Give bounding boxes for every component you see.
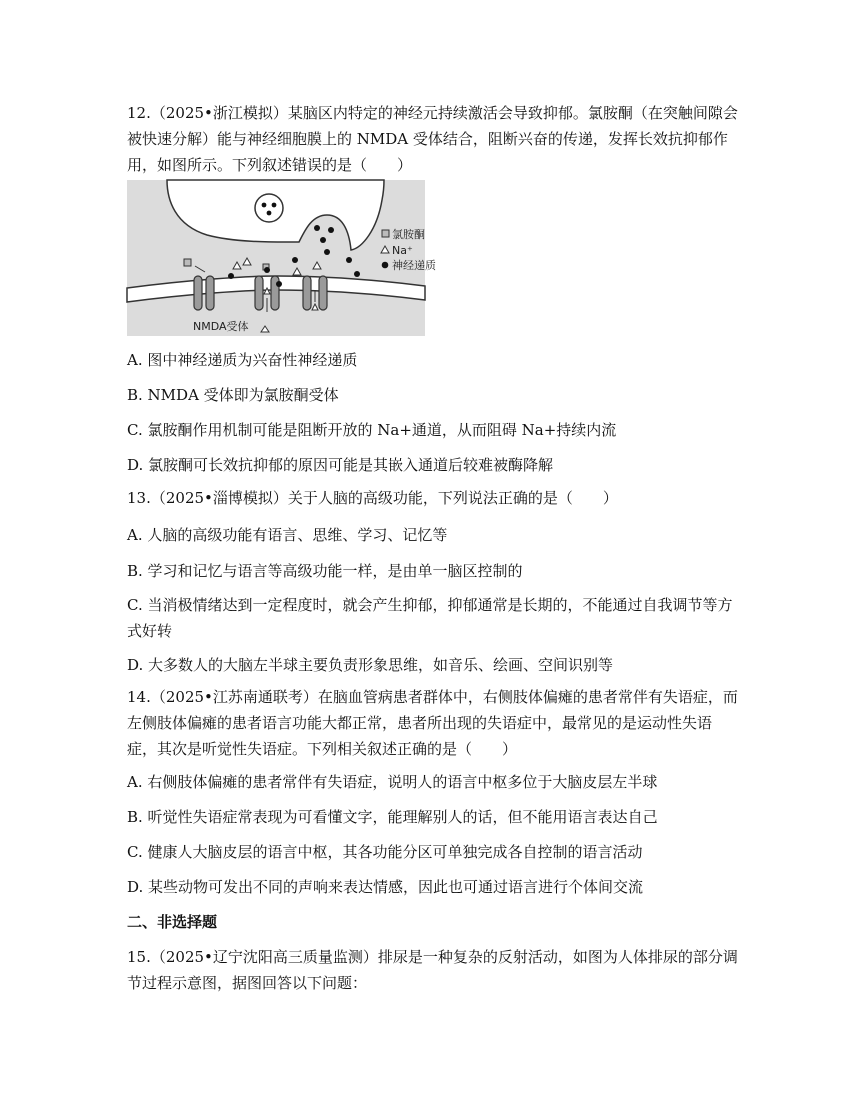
section-title: 二、非选择题 xyxy=(127,913,218,931)
question-14-option-d: D. 某些动物可发出不同的声响来表达情感，因此也可通过语言进行个体间交流 xyxy=(127,878,644,896)
question-13-option-a: A. 人脑的高级功能有语言、思维、学习、记忆等 xyxy=(127,526,448,544)
question-14-option-a: A. 右侧肢体偏瘫的患者常伴有失语症，说明人的语言中枢多位于大脑皮层左半球 xyxy=(127,773,658,791)
question-12-stem: 12.（2025•浙江模拟）某脑区内特定的神经元持续激活会导致抑郁。氯胺酮（在突触间隙会被快速分解）能与神经细胞膜上的 NMDA 受体结合，阻断兴奋的传递，发挥长效抗抑郁作用，如图所示。下列叙述错误的是（ ） xyxy=(127,104,738,174)
nmda-receptor-label: NMDA受体 xyxy=(193,320,249,333)
legend-ketamine: 氯胺酮 xyxy=(392,228,425,241)
legend-neurotransmitter: 神经递质 xyxy=(392,259,436,272)
question-12-option-d: D. 氯胺酮可长效抗抑郁的原因可能是其嵌入通道后较难被酶降解 xyxy=(127,456,554,474)
question-13-stem: 13.（2025•淄博模拟）关于人脑的高级功能，下列说法正确的是（ ） xyxy=(127,489,618,507)
question-15-stem: 15.（2025•辽宁沈阳高三质量监测）排尿是一种复杂的反射活动，如图为人体排尿的部分调节过程示意图，据图回答以下问题： xyxy=(127,948,738,992)
question-14-option-c: C. 健康人大脑皮层的语言中枢，其各功能分区可单独完成各自控制的语言活动 xyxy=(127,843,643,861)
question-12-option-b: B. NMDA 受体即为氯胺酮受体 xyxy=(127,386,339,404)
question-14-stem: 14.（2025•江苏南通联考）在脑血管病患者群体中，右侧肢体偏瘫的患者常伴有失语症，而左侧肢体偏瘫的患者语言功能大都正常，患者所出现的失语症中，最常见的是运动性失语症，其次是听觉性失语症。下列相关叙述正确的是（ ） xyxy=(127,688,738,758)
legend-sodium: Na⁺ xyxy=(392,244,413,257)
synapse-diagram xyxy=(127,180,436,336)
question-12-option-c: C. 氯胺酮作用机制可能是阻断开放的 Na+通道，从而阻碍 Na+持续内流 xyxy=(127,421,617,439)
question-13-option-c: C. 当消极情绪达到一定程度时，就会产生抑郁，抑郁通常是长期的，不能通过自我调节等方式好转 xyxy=(127,596,733,640)
question-13-option-b: B. 学习和记忆与语言等高级功能一样，是由单一脑区控制的 xyxy=(127,562,523,580)
question-13-option-d: D. 大多数人的大脑左半球主要负责形象思维，如音乐、绘画、空间识别等 xyxy=(127,656,614,674)
question-14-option-b: B. 听觉性失语症常表现为可看懂文字，能理解别人的话，但不能用语言表达自己 xyxy=(127,808,658,826)
question-12-option-a: A. 图中神经递质为兴奋性神经递质 xyxy=(127,351,358,369)
